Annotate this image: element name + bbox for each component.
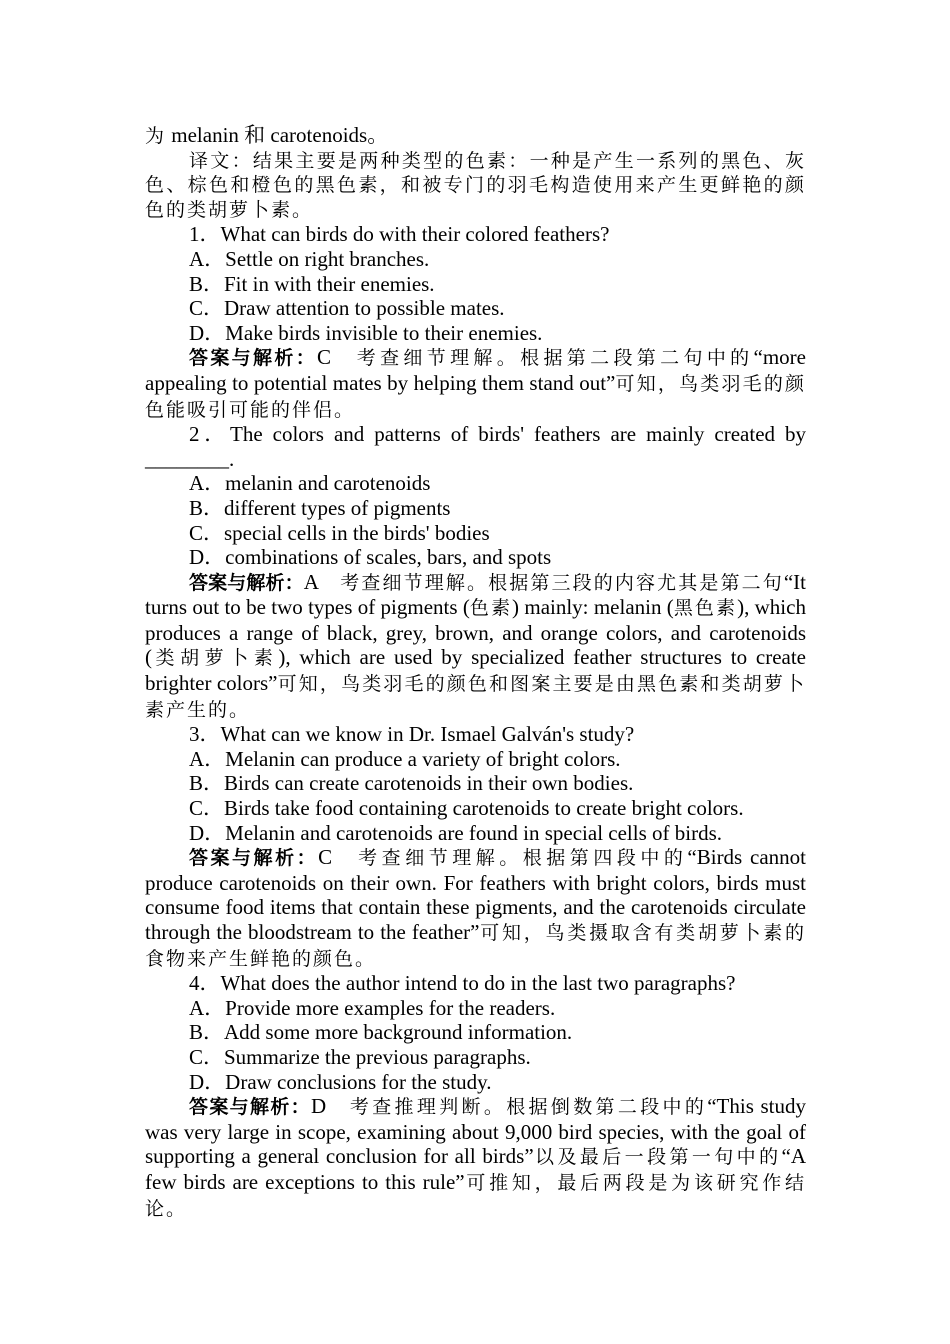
intro-prefix: 为 (145, 125, 167, 147)
question-3-option-a: A．Melanin can produce a variety of bright colors. (189, 746, 621, 771)
answer-label: 答案与解析： (189, 1096, 312, 1119)
answer-label: 答案与解析： (189, 347, 318, 370)
question-1-option-a: A．Settle on right branches. (189, 246, 430, 271)
question-2-explanation: 答案与解析：A 考查细节理解。根据第三段的内容尤其是第二句“It turns out to be two types of pigments (色素) mainly: melanin (黑色素), which produces a range of black, grey, brown, and orange colors, and carotenoids (类胡萝卜素), which are used by specialized feather structures to create brighter colors”可知，鸟类羽毛的颜色和图案主要是由黑色素和类胡萝卜素产生的。 (145, 569, 806, 721)
question-2-option-b: B．different types of pigments (189, 495, 451, 520)
question-3-option-c: C．Birds take food containing carotenoids to create bright colors. (189, 796, 744, 821)
answer-letter: D (311, 1094, 327, 1119)
document-body (145, 123, 806, 1221)
question-4-option-b: B．Add some more background information. (189, 1020, 573, 1045)
question-1-option-d: D．Make birds invisible to their enemies. (189, 320, 543, 345)
question-3-option-d: D．Melanin and carotenoids are found in special cells of birds. (189, 820, 723, 845)
question-1-option-b: B．Fit in with their enemies. (189, 271, 435, 296)
question-1-explanation: 答案与解析：C 考查细节理解。根据第二段第二句中的“more appealing to potential mates by helping them stand out”可知，鸟类羽毛的颜色能吸引可能的伴侣。 (145, 345, 806, 421)
question-4-stem: 4．What does the author intend to do in the last two paragraphs? (189, 971, 736, 996)
question-2-stem: 2．The colors and patterns of birds' feathers are mainly created by ________. (145, 422, 807, 471)
answer-label: 答案与解析： (189, 847, 319, 870)
answer-letter: C (317, 345, 332, 370)
question-3-option-b: B．Birds can create carotenoids in their own bodies. (189, 771, 634, 796)
translation-paragraph: 译文：结果主要是两种类型的色素：一种是产生一系列的黑色、灰色、棕色和橙色的黑色素，和被专门的羽毛构造使用来产生更鲜艳的颜色的类胡萝卜素。 (145, 149, 806, 221)
question-1-option-c: C．Draw attention to possible mates. (189, 296, 505, 321)
question-4-option-a: A．Provide more examples for the readers. (189, 995, 556, 1020)
question-4-explanation: 答案与解析：D 考查推理判断。根据倒数第二段中的“This study was very large in scope, examining about 9,000 bird species, with the goal of supporting a general conclusion for all birds”以及最后一段第一句中的“A few birds are exceptions to this rule”可推知，最后两段是为该研究作结论。 (145, 1094, 806, 1220)
question-3-explanation: 答案与解析：C 考查细节理解。根据第四段中的“Birds cannot produce carotenoids on their own. For feathers with bright colors, birds must consume food items that contain these pigments, and the carotenoids circulate through the bloodstream to the feather”可知，鸟类摄取含有类胡萝卜素的食物来产生鲜艳的颜色。 (145, 845, 806, 970)
answer-letter: C (318, 845, 333, 870)
question-3-stem: 3．What can we know in Dr. Ismael Galván's study? (189, 722, 635, 747)
answer-letter: A (303, 569, 319, 594)
question-1-stem: 1．What can birds do with their colored feathers? (189, 222, 610, 247)
answer-label: 答案与解析： (189, 571, 304, 594)
question-2-option-c: C．special cells in the birds' bodies (189, 520, 490, 545)
intro-text: melanin 和 carotenoids。 (166, 123, 389, 147)
question-4-option-c: C．Summarize the previous paragraphs. (189, 1044, 531, 1069)
question-2-option-d: D．combinations of scales, bars, and spots (189, 545, 552, 570)
question-4-option-d: D．Draw conclusions for the study. (189, 1069, 492, 1094)
intro-line (145, 123, 806, 149)
question-2-option-a: A．melanin and carotenoids (189, 471, 431, 496)
